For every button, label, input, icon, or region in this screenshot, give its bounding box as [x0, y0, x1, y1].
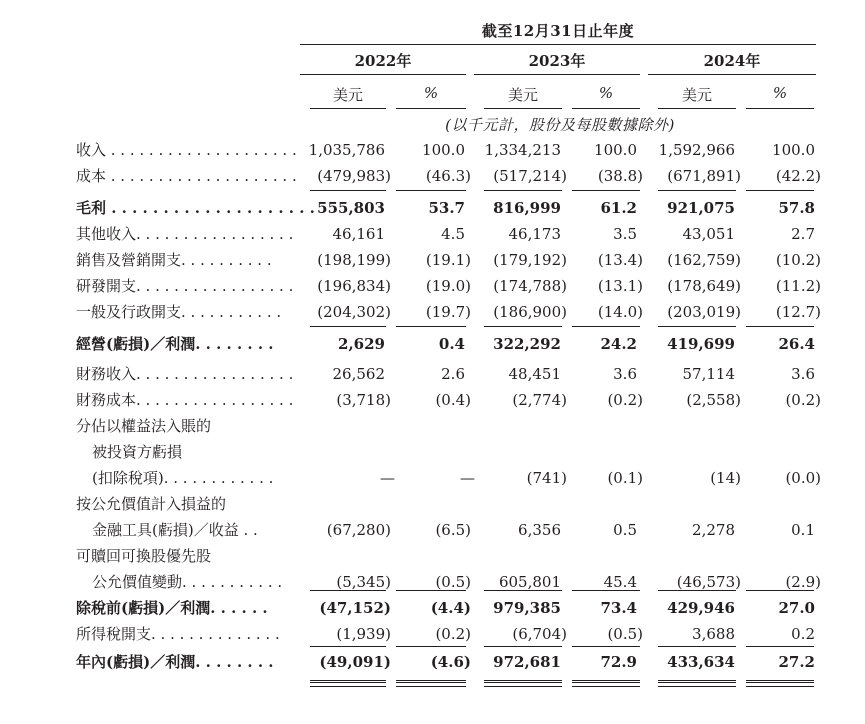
- row-value: 3.5: [613, 225, 637, 243]
- row-value: 45.4: [603, 573, 637, 591]
- row-value: (0.5): [435, 573, 471, 591]
- row-value: (13.4): [597, 251, 643, 269]
- subtotal-rule-row6-col1: [396, 326, 466, 327]
- row-value: (11.2): [775, 277, 821, 295]
- row-value: 0.1: [791, 521, 815, 539]
- row-label: 成本 . . . . . . . . . . . . . . . . . . . .: [76, 167, 297, 185]
- row-value: (13.1): [597, 277, 643, 295]
- row-value: (178,649): [667, 277, 741, 295]
- subtotal-rule-row14-col0: [310, 646, 386, 647]
- subtotal-rule-row1-col1: [396, 190, 466, 191]
- row-value: 921,075: [667, 199, 735, 217]
- subtotal-rule-row1-col4: [658, 190, 736, 191]
- row-value: 27.2: [778, 653, 815, 671]
- row-label: 經營(虧損)／利潤. . . . . . . .: [76, 335, 274, 353]
- row-value: 6,356: [518, 521, 561, 539]
- subtotal-rule-row12-col0: [310, 590, 386, 591]
- row-value: 3.6: [613, 365, 637, 383]
- row-label: 所得稅開支. . . . . . . . . . . . . .: [76, 625, 280, 643]
- subtotal-rule-row12-col4: [658, 590, 736, 591]
- statement-row-line: [0, 492, 865, 516]
- row-value: —: [460, 469, 475, 487]
- row-value: 53.7: [428, 199, 465, 217]
- double-underline-row15-col1: [396, 680, 466, 683]
- row-label: 分佔以權益法入賬的: [76, 417, 212, 435]
- row-value: (2.9): [785, 573, 821, 591]
- statement-row-line: [0, 274, 865, 298]
- row-value: 3.6: [791, 365, 815, 383]
- row-label: 公允價值變動. . . . . . . . . . .: [92, 573, 283, 591]
- subtotal-rule-row14-col1: [396, 646, 466, 647]
- row-value: 1,592,966: [658, 141, 735, 159]
- subtotal-rule-row15-col4: [658, 686, 736, 687]
- row-label: 收入 . . . . . . . . . . . . . . . . . . . .: [76, 141, 297, 159]
- unit-usd-2022: 美元: [332, 86, 363, 104]
- subtotal-rule-row15-col5: [746, 686, 814, 687]
- row-value: 3,688: [692, 625, 735, 643]
- row-value: 100.0: [772, 141, 815, 159]
- double-underline-row15-col5: [746, 680, 814, 683]
- subtotal-rule-row6-col4: [658, 326, 736, 327]
- unit-usd-2024: 美元: [681, 86, 712, 104]
- row-value: (162,759): [667, 251, 741, 269]
- row-value: (12.7): [775, 303, 821, 321]
- row-value: 1,334,213: [484, 141, 561, 159]
- row-value: (0.0): [785, 469, 821, 487]
- row-value: (19.0): [425, 277, 471, 295]
- row-value: (4.4): [430, 599, 471, 617]
- row-value: (671,891): [667, 167, 741, 185]
- row-value: 979,385: [493, 599, 561, 617]
- row-value: (19.7): [425, 303, 471, 321]
- row-value: 4.5: [441, 225, 465, 243]
- row-label: 被投資方虧損: [92, 443, 183, 461]
- row-value: 73.4: [600, 599, 637, 617]
- row-value: (0.5): [607, 625, 643, 643]
- row-value: (0.2): [607, 391, 643, 409]
- statement-row-line: [0, 466, 865, 490]
- row-value: (14.0): [597, 303, 643, 321]
- row-value: (1,939): [336, 625, 391, 643]
- subtotal-rule-row1-col0: [310, 190, 386, 191]
- row-value: —: [380, 469, 395, 487]
- row-value: (67,280): [326, 521, 391, 539]
- year-2024: 2024年: [703, 52, 761, 70]
- row-value: (49,091): [319, 653, 391, 671]
- row-value: 72.9: [600, 653, 637, 671]
- subtotal-rule-row6-col2: [484, 326, 562, 327]
- row-value: 27.0: [778, 599, 815, 617]
- row-value: (196,834): [317, 277, 391, 295]
- row-value: 24.2: [600, 335, 637, 353]
- row-value: (174,788): [493, 277, 567, 295]
- statement-row-line: [0, 362, 865, 386]
- row-value: 57.8: [778, 199, 815, 217]
- row-label: 金融工具(虧損)／收益 . .: [92, 521, 258, 539]
- row-value: (479,983): [317, 167, 391, 185]
- row-value: 2,278: [692, 521, 735, 539]
- statement-row-line: [0, 544, 865, 568]
- row-label: 除稅前(虧損)／利潤. . . . . .: [76, 599, 268, 617]
- row-value: 0.4: [438, 335, 465, 353]
- statement-row-line: [0, 440, 865, 464]
- double-underline-row15-col2: [484, 680, 562, 683]
- row-value: 419,699: [667, 335, 735, 353]
- row-label: 年內(虧損)／利潤. . . . . . . .: [76, 653, 274, 671]
- row-value: 2.6: [441, 365, 465, 383]
- row-label: 毛利 . . . . . . . . . . . . . . . . . . . .: [76, 199, 315, 217]
- row-value: 46,173: [508, 225, 561, 243]
- row-value: 555,803: [317, 199, 385, 217]
- subtotal-rule-row15-col3: [572, 686, 640, 687]
- row-value: 0.2: [791, 625, 815, 643]
- subtotal-rule-row12-col2: [484, 590, 562, 591]
- row-value: 816,999: [493, 199, 561, 217]
- statement-row-line: [0, 164, 865, 188]
- row-value: (14): [710, 469, 741, 487]
- row-value: 26,562: [332, 365, 385, 383]
- row-value: (0.4): [435, 391, 471, 409]
- row-value: (38.8): [597, 167, 643, 185]
- subtotal-rule-row14-col2: [484, 646, 562, 647]
- row-value: 2,629: [338, 335, 385, 353]
- row-value: 2.7: [791, 225, 815, 243]
- subtotal-rule-row6-col0: [310, 326, 386, 327]
- row-value: 43,051: [682, 225, 735, 243]
- statement-row-line: [0, 414, 865, 438]
- year-2022: 2022年: [354, 52, 412, 70]
- row-label: (扣除稅項). . . . . . . . . . . .: [92, 469, 274, 487]
- statement-row-line: [0, 518, 865, 542]
- row-value: 605,801: [498, 573, 561, 591]
- row-value: (2,774): [512, 391, 567, 409]
- subtotal-rule-row1-col3: [572, 190, 640, 191]
- row-value: (0.1): [607, 469, 643, 487]
- row-value: (741): [526, 469, 567, 487]
- row-value: 26.4: [778, 335, 815, 353]
- row-label: 按公允價值計入損益的: [76, 495, 227, 513]
- statement-row-line: [0, 196, 865, 220]
- subtotal-rule-row1-col5: [746, 190, 814, 191]
- row-value: 100.0: [594, 141, 637, 159]
- statement-row-line: [0, 138, 865, 162]
- subtotal-rule-row6-col5: [746, 326, 814, 327]
- row-value: (19.1): [425, 251, 471, 269]
- row-label: 財務成本. . . . . . . . . . . . . . . . .: [76, 391, 294, 409]
- row-value: 972,681: [493, 653, 561, 671]
- row-value: (179,192): [493, 251, 567, 269]
- row-value: 429,946: [667, 599, 735, 617]
- row-value: 433,634: [667, 653, 735, 671]
- row-value: (6.5): [435, 521, 471, 539]
- year-2023: 2023年: [528, 52, 586, 70]
- subtotal-rule-row12-col3: [572, 590, 640, 591]
- row-value: (10.2): [775, 251, 821, 269]
- row-value: (0.2): [785, 391, 821, 409]
- double-underline-row15-col0: [310, 680, 386, 683]
- row-value: 322,292: [493, 335, 561, 353]
- double-underline-row15-col3: [572, 680, 640, 683]
- row-label: 銷售及營銷開支. . . . . . . . . .: [76, 251, 272, 269]
- unit-usd-2023: 美元: [507, 86, 538, 104]
- row-value: (6,704): [512, 625, 567, 643]
- unit-pct-2022: %: [423, 84, 439, 102]
- row-value: (42.2): [775, 167, 821, 185]
- row-value: 1,035,786: [308, 141, 385, 159]
- row-value: (204,302): [317, 303, 391, 321]
- row-value: 46,161: [332, 225, 385, 243]
- double-underline-row15-col4: [658, 680, 736, 683]
- period-title: 截至12月31日止年度: [481, 22, 635, 40]
- statement-row-line: [0, 300, 865, 324]
- statement-row-line: [0, 622, 865, 646]
- row-label: 一般及行政開支. . . . . . . . . . .: [76, 303, 282, 321]
- row-value: (47,152): [319, 599, 391, 617]
- row-value: 100.0: [422, 141, 465, 159]
- subtotal-rule-row1-col2: [484, 190, 562, 191]
- statement-row-line: [0, 650, 865, 674]
- row-value: (203,019): [667, 303, 741, 321]
- subtotal-rule-row14-col3: [572, 646, 640, 647]
- unit-pct-2024: %: [772, 84, 788, 102]
- row-label: 其他收入. . . . . . . . . . . . . . . . .: [76, 225, 294, 243]
- unit-note: (以千元計，股份及每股數據除外): [445, 116, 675, 134]
- row-value: 61.2: [600, 199, 637, 217]
- row-label: 可贖回可換股優先股: [76, 547, 212, 565]
- statement-row-line: [0, 596, 865, 620]
- statement-row-line: [0, 248, 865, 272]
- row-value: (46.3): [425, 167, 471, 185]
- subtotal-rule-row12-col5: [746, 590, 814, 591]
- subtotal-rule-row12-col1: [396, 590, 466, 591]
- statement-row-line: [0, 332, 865, 356]
- statement-row-line: [0, 388, 865, 412]
- row-value: 0.5: [613, 521, 637, 539]
- row-value: (0.2): [435, 625, 471, 643]
- subtotal-rule-row14-col4: [658, 646, 736, 647]
- row-value: (4.6): [430, 653, 471, 671]
- row-value: (2,558): [686, 391, 741, 409]
- row-value: (517,214): [493, 167, 567, 185]
- row-value: (186,900): [493, 303, 567, 321]
- subtotal-rule-row14-col5: [746, 646, 814, 647]
- row-label: 財務收入. . . . . . . . . . . . . . . . .: [76, 365, 294, 383]
- row-value: (3,718): [336, 391, 391, 409]
- row-value: (5,345): [336, 573, 391, 591]
- statement-row-line: [0, 222, 865, 246]
- subtotal-rule-row15-col0: [310, 686, 386, 687]
- row-value: (198,199): [317, 251, 391, 269]
- subtotal-rule-row15-col1: [396, 686, 466, 687]
- row-value: (46,573): [676, 573, 741, 591]
- unit-pct-2023: %: [598, 84, 614, 102]
- row-value: 48,451: [508, 365, 561, 383]
- subtotal-rule-row6-col3: [572, 326, 640, 327]
- subtotal-rule-row15-col2: [484, 686, 562, 687]
- row-label: 研發開支. . . . . . . . . . . . . . . . .: [76, 277, 294, 295]
- row-value: 57,114: [682, 365, 735, 383]
